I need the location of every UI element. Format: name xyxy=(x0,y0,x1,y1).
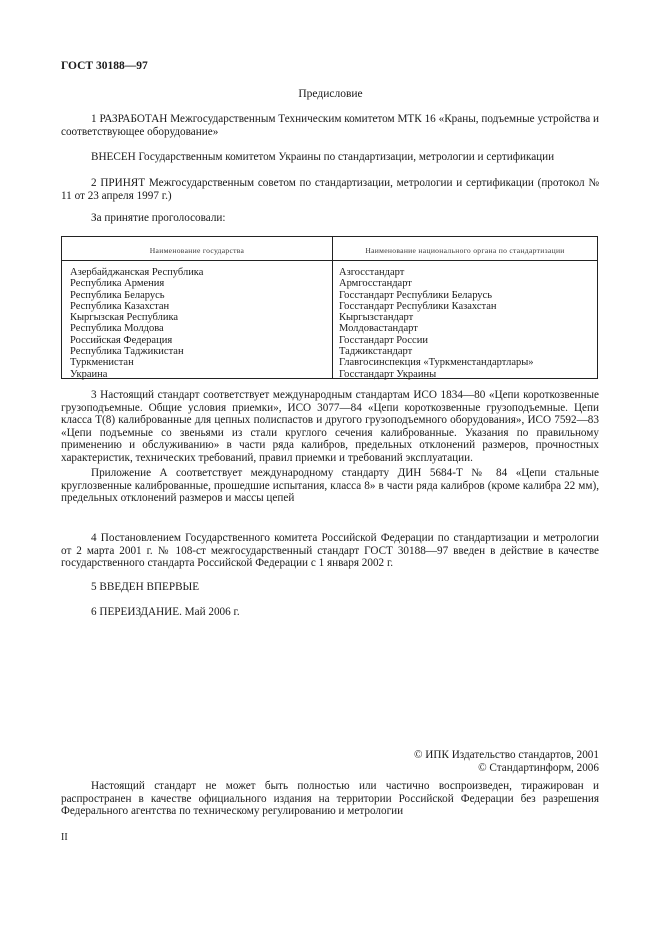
para-voted: За принятие проголосовали: xyxy=(91,212,226,224)
body-item: Госстандарт России xyxy=(339,334,428,346)
body-item: Кыргызстандарт xyxy=(339,312,414,324)
table-divider xyxy=(332,237,333,378)
para-introduced: ВНЕСЕН Государственным комитетом Украины по стандартизации, метрологии и сертификации xyxy=(91,151,555,163)
copyright-line: © Стандартинформ, 2006 xyxy=(478,761,599,774)
para-adopted: 2 ПРИНЯТ Межгосударственным советом по стандартизации, метрологии и сертификации (протокол № 11 от 23 апреля 1997 г.) xyxy=(61,177,599,202)
header-body: Наименование национального органа по стандартизации xyxy=(365,246,565,255)
para-correspondence: 3 Настоящий стандарт соответствует международным стандартам ИСО 1834—80 «Цепи короткозвенные грузоподъемные. Общие условия приемки», ИСО 3077—84 «Цепи короткозвенные грузоподъемные. Цепи класса Т(8) калиброванные для цепных полиспастов и другого грузоподъемного оборудования», ИСО 7592—83 «Цепи подъемные со звеньями из стали круглого сечения калиброванные. Указания по правильному применению и обслуживанию» в части ряда калибров, предельных отклонений размеров, прочностных характеристик, технических требований, правил приемки и требований эксплуатации. xyxy=(61,389,599,464)
para-developed: 1 РАЗРАБОТАН Межгосударственным Техническим комитетом МТК 16 «Краны, подъемные устройства и соответствующее оборудование» xyxy=(61,113,599,138)
state-item: Республика Молдова xyxy=(70,323,164,335)
body-item: Таджикстандарт xyxy=(339,346,413,358)
state-item: Азербайджанская Республика xyxy=(70,267,204,278)
body-item: Азгосстандарт xyxy=(339,267,405,278)
body-item: Главгосинспекция «Туркменстандартлары» xyxy=(339,357,534,369)
state-item: Российская Федерация xyxy=(70,334,173,346)
body-item: Армгосстандарт xyxy=(339,278,412,290)
page-number: II xyxy=(61,832,68,843)
body-item: Молдовастандарт xyxy=(339,323,418,335)
voting-table xyxy=(61,236,598,379)
header-state: Наименование государства xyxy=(149,246,245,255)
copyright-line: © ИПК Издательство стандартов, 2001 xyxy=(413,749,599,761)
para-resolution: 4 Постановлением Государственного комитета Российской Федерации по стандартизации и метрологии от 2 марта 2001 г. № 108-ст межгосударственный стандарт ГОСТ 30188—97 введен в действие в качестве государственного стандарта Российской Федерации с 1 января 2002 г. xyxy=(61,532,599,570)
state-item: Республика Беларусь xyxy=(70,289,165,301)
state-item: Украина xyxy=(70,368,108,380)
copyright-block xyxy=(414,749,599,774)
state-item: Республика Казахстан xyxy=(70,300,170,312)
para-reissue: 6 ПЕРЕИЗДАНИЕ. Май 2006 г. xyxy=(91,606,240,618)
state-item: Республика Армения xyxy=(70,278,165,290)
state-item: Кыргызская Республика xyxy=(70,312,179,324)
body-item: Госстандарт Украины xyxy=(339,368,437,380)
para-rights: Настоящий стандарт не может быть полностью или частично воспроизведен, тиражирован и распространен в качестве официального издания на территории Российской Федерации без разрешения Федерального агентства по техническому регулированию и метрологии xyxy=(61,780,599,818)
page-title: Предисловие xyxy=(298,88,363,100)
standard-code: ГОСТ 30188—97 xyxy=(61,60,148,72)
body-item: Госстандарт Республики Казахстан xyxy=(339,300,497,312)
states-column xyxy=(70,267,325,380)
state-item: Туркменистан xyxy=(70,357,134,369)
bodies-column xyxy=(339,267,594,380)
para-first-introduced: 5 ВВЕДЕН ВПЕРВЫЕ xyxy=(91,581,200,593)
para-appendix: Приложение А соответствует международному стандарту ДИН 5684-Т № 84 «Цепи стальные круглозвенные калиброванные, прошедшие испытания, класса 8» в части ряда калибров (кроме калибра 22 мм), предельных отклонений размеров и массы цепей xyxy=(61,467,599,505)
table-header xyxy=(62,237,597,261)
body-item: Госстандарт Республики Беларусь xyxy=(339,289,493,301)
state-item: Республика Таджикистан xyxy=(70,346,184,358)
